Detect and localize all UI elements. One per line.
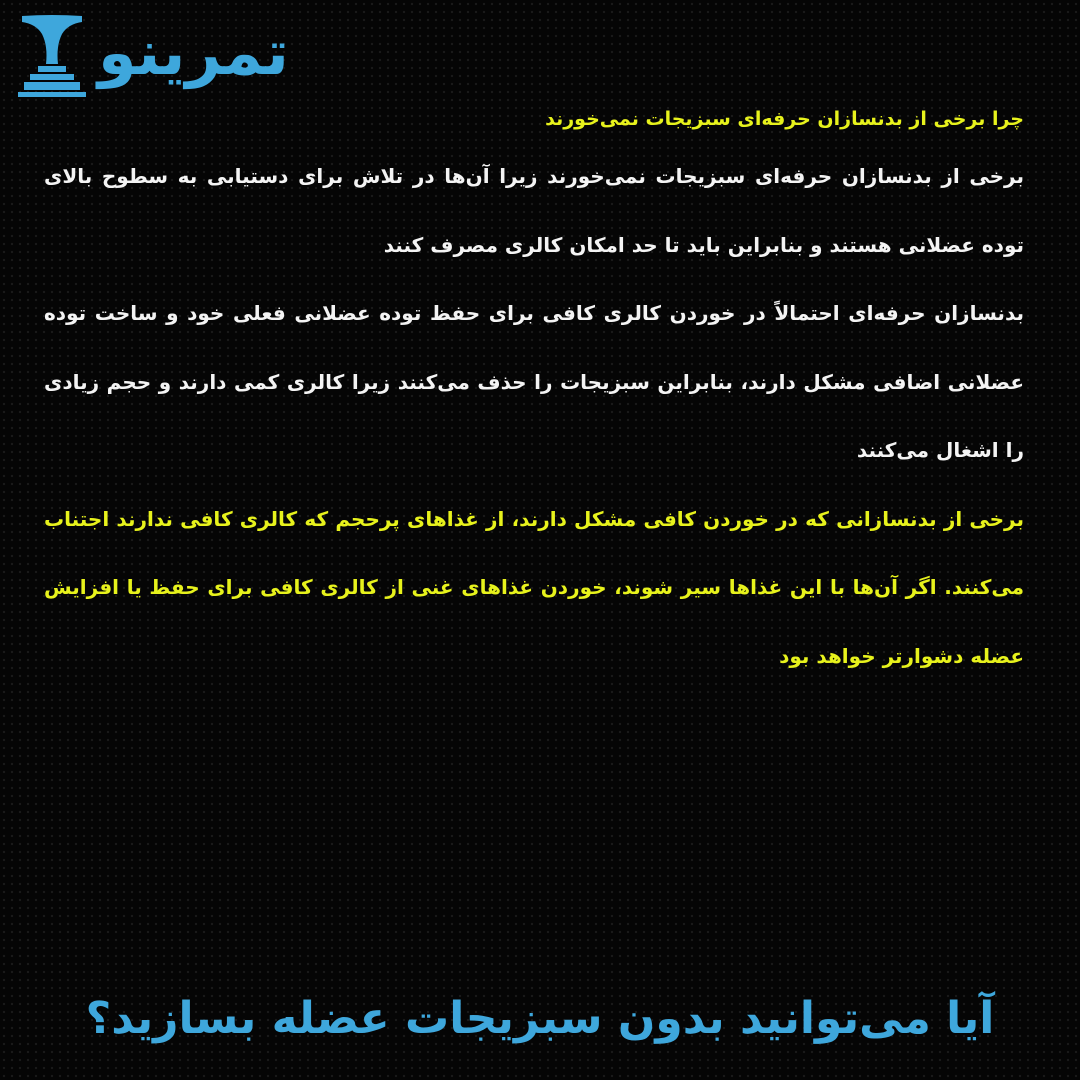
article-title: چرا برخی از بدنسازان حرفه‌ای سبزیجات نمی‌خورند: [545, 108, 1024, 130]
paragraph-1: برخی از بدنسازان حرفه‌ای سبزیجات نمی‌خورند زیرا آن‌ها در تلاش برای دستیابی به سطوح بالای توده عضلانی هستند و بنابراین باید تا حد امکان کالری مصرف کنند: [44, 164, 1024, 257]
brand-name: تمرینو: [98, 16, 289, 89]
article: [44, 96, 1024, 690]
brand-logo: [16, 10, 446, 100]
paragraph-3: برخی از بدنسازانی که در خوردن کافی مشکل دارند، از غذاهای پرحجم که کالری کافی ندارند اجتناب می‌کنند. اگر آن‌ها با این غذاها سیر شوند، خوردن غذاهای غنی از کالری کافی برای حفظ یا افزایش عضله دشوارتر خواهد بود: [44, 506, 1024, 668]
chess-pawn-icon: [16, 10, 88, 98]
paragraph-2: بدنسازان حرفه‌ای احتمالاً در خوردن کالری کافی برای حفظ توده عضلانی فعلی خود و ساخت توده عضلانی اضافی مشکل دارند، بنابراین سبزیجات را حذف می‌کنند زیرا کالری کمی دارند و حجم زیادی را اشغال می‌کنند: [44, 301, 1024, 462]
footer-headline: آیا می‌توانید بدون سبزیجات عضله بسازید؟: [85, 993, 995, 1044]
